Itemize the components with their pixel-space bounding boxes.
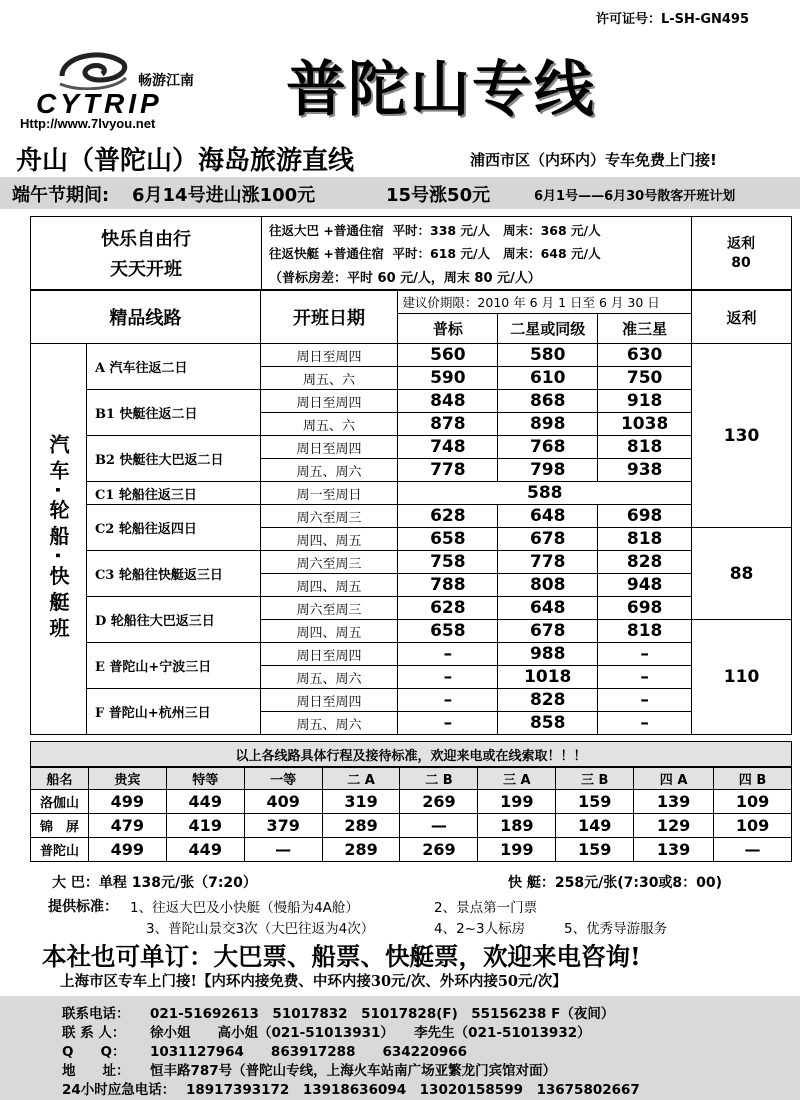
ship-price: 289 [322,838,400,862]
route-price-row [31,551,792,574]
route-name: A 汽车往返二日 [86,344,260,390]
price-three-star: 750 [598,367,692,390]
price-three-star: 938 [598,459,692,482]
speedboat-ticket: 快 艇：258元/张(7:30或8：00) [508,875,723,891]
price-standard: – [398,689,498,712]
route-schedule: 周日至周四 [260,436,398,459]
contact-qq: 1031127964 863917288 634220966 [150,1044,468,1060]
ship-price: 199 [478,838,556,862]
free-travel-rebate-label: 返利 [727,236,755,252]
free-travel-section [30,216,792,290]
free-travel-rebate-value: 80 [731,255,751,271]
route-schedule: 周日至周四 [260,344,398,367]
service-3: 3、普陀山景交3次（大巴往返为4次） [146,921,375,937]
price-three-star: 698 [598,597,692,620]
ship-price: 199 [478,790,556,814]
website-link[interactable]: Http://www.7lvyou.net [20,116,156,131]
service-2: 2、景点第一门票 [434,900,538,916]
ship-price: 319 [322,790,400,814]
price-standard: 758 [398,551,498,574]
ship-price: 139 [634,790,714,814]
contact-person: 徐小姐 高小姐（021-51013931） 李先生（021-51013932） [150,1025,591,1041]
ship-price-table [30,767,792,862]
price-two-star: 858 [498,712,598,735]
ship-price: 149 [556,814,634,838]
route-name: C1 轮船往返三日 [86,482,260,505]
price-standard: 560 [398,344,498,367]
free-travel-title: 快乐自由行 [101,229,191,250]
contact-block [0,996,800,1100]
ship-row [31,838,792,862]
service-1: 1、往返大巴及小快艇（慢船为4A舱） [130,900,359,916]
price-standard: – [398,643,498,666]
price-standard: 878 [398,413,498,436]
festival-text-15: 15号涨50元 [386,185,491,206]
ship-row [31,814,792,838]
ship-price: — [714,838,792,862]
festival-bar [0,177,800,209]
route-price-row [31,505,792,528]
price-three-star: – [598,689,692,712]
route-price-row [31,482,792,505]
price-three-star: – [598,712,692,735]
price-standard: 658 [398,620,498,643]
route-schedule: 周一至周日 [260,482,398,505]
license-number: 许可证号：L-SH-GN495 [596,12,750,27]
route-price-row [31,643,792,666]
route-schedule: 周五、周六 [260,712,398,735]
ship-price: 269 [400,790,478,814]
bus-ticket: 大 巴：单程 138元/张（7:20） [52,875,257,891]
route-schedule: 周六至周三 [260,551,398,574]
header-two-star: 二星或同级 [498,314,598,344]
price-three-star: 630 [598,344,692,367]
contact-phone: 021-51692613 51017832 51017828(F) 55156238 F（夜间） [150,1006,615,1022]
ship-price: — [400,814,478,838]
ship-price: — [244,838,322,862]
ship-header-cell: 三 B [556,768,634,790]
festival-text-14: 6月14号进山涨100元 [132,185,316,206]
service-4: 4、2~3人标房 [434,921,526,937]
subtitle: 舟山（普陀山）海岛旅游直线 [16,146,355,176]
price-two-star: 808 [498,574,598,597]
ship-header-cell: 贵宾 [88,768,166,790]
header-validity: 建议价期限：2010 年 6 月 1 日至 6 月 30 日 [398,291,692,314]
ship-price: 109 [714,790,792,814]
ship-header-cell: 三 A [478,768,556,790]
route-price-row [31,390,792,413]
logo-brand-en: CYTRIP [36,88,163,119]
route-price-row [31,597,792,620]
festival-period: 6月1号——6月30号散客开班计划 [534,189,736,204]
ship-row [31,790,792,814]
price-standard: 848 [398,390,498,413]
services-label: 提供标准： [48,899,118,915]
price-standard: – [398,712,498,735]
price-two-star: 988 [498,643,598,666]
route-rebate: 88 [692,528,792,620]
ship-price: 159 [556,838,634,862]
ship-price: 409 [244,790,322,814]
header-rebate: 返利 [692,291,792,344]
route-schedule: 周日至周四 [260,643,398,666]
route-schedule: 周日至周四 [260,689,398,712]
festival-label: 端午节期间: [12,185,110,206]
ship-header-cell: 二 A [322,768,400,790]
header-schedule: 开班日期 [260,291,398,344]
ship-price: 159 [556,790,634,814]
ship-name: 锦 屏 [31,814,89,838]
price-two-star: 648 [498,597,598,620]
price-standard: 658 [398,528,498,551]
service-5: 5、优秀导游服务 [564,921,668,937]
route-name: C3 轮船往快艇返三日 [86,551,260,597]
price-standard: 628 [398,597,498,620]
price-standard: – [398,666,498,689]
price-two-star: 678 [498,620,598,643]
page-title: 普陀山专线 [286,55,596,125]
contact-address-label: 地 址： [62,1063,130,1079]
contact-phone-label: 联系电话： [62,1006,130,1022]
price-standard: 788 [398,574,498,597]
swirl-logo-icon [56,46,130,90]
route-name: F 普陀山+杭州三日 [86,689,260,735]
logo-block [20,46,256,130]
route-price-row [31,344,792,367]
price-standard: 590 [398,367,498,390]
route-schedule: 周四、周五 [260,528,398,551]
pickup-fee-note: 上海市区专车上门接!【内环内接免费、中环内接30元/次、外环内接50元/次】 [60,973,567,990]
header-standard: 普标 [398,314,498,344]
category-label: 汽车·轮船·快艇班 [31,344,87,735]
price-three-star: 828 [598,551,692,574]
contact-person-label: 联 系 人： [62,1025,126,1041]
price-two-star: 828 [498,689,598,712]
route-schedule: 周四、周五 [260,620,398,643]
ship-price: 479 [88,814,166,838]
ship-header-row [31,768,792,790]
price-two-star: 580 [498,344,598,367]
price-two-star: 768 [498,436,598,459]
emergency-phones: 18917393172 13918636094 13020158599 13675802667 [186,1082,640,1098]
ship-price: 269 [400,838,478,862]
ship-price: 289 [322,814,400,838]
route-price-uniform: 588 [398,482,692,505]
ship-header-cell: 四 B [714,768,792,790]
price-two-star: 868 [498,390,598,413]
price-two-star: 778 [498,551,598,574]
route-name: B2 快艇往大巴返二日 [86,436,260,482]
price-three-star: 948 [598,574,692,597]
header-three-star: 准三星 [598,314,692,344]
price-three-star: 918 [598,390,692,413]
ship-header-cell: 特等 [166,768,244,790]
price-three-star: 698 [598,505,692,528]
logo-brand-cn: 畅游江南 [138,73,194,89]
price-standard: 628 [398,505,498,528]
route-schedule: 周五、六 [260,413,398,436]
ship-name: 洛伽山 [31,790,89,814]
price-two-star: 1018 [498,666,598,689]
price-three-star: 818 [598,620,692,643]
ship-price: 449 [166,790,244,814]
price-two-star: 648 [498,505,598,528]
ship-header-cell: 二 B [400,768,478,790]
price-three-star: 818 [598,436,692,459]
route-schedule: 周六至周三 [260,597,398,620]
price-two-star: 798 [498,459,598,482]
ship-price: 189 [478,814,556,838]
booking-slogan: 本社也可单订：大巴票、船票、快艇票，欢迎来电咨询! [42,942,641,971]
route-price-row [31,689,792,712]
ship-price: 379 [244,814,322,838]
price-three-star: 1038 [598,413,692,436]
price-two-star: 610 [498,367,598,390]
ship-header-cell: 四 A [634,768,714,790]
price-two-star: 898 [498,413,598,436]
route-rebate: 110 [692,620,792,735]
free-travel-boat-price: 往返快艇 +普通住宿 平时：618 元/人 周末：648 元/人 [269,246,601,261]
notice-bar: 以上各线路具体行程及接待标准，欢迎来电或在线索取！！！ [30,741,792,767]
price-three-star: 818 [598,528,692,551]
route-schedule: 周五、六 [260,367,398,390]
ship-price: 499 [88,838,166,862]
route-schedule: 周六至周三 [260,505,398,528]
emergency-label: 24小时应急电话： [62,1082,176,1098]
price-three-star: – [598,643,692,666]
ship-name: 普陀山 [31,838,89,862]
ship-price: 109 [714,814,792,838]
ship-price: 129 [634,814,714,838]
ship-header-cell: 船名 [31,768,89,790]
route-schedule: 周四、周五 [260,574,398,597]
ship-price: 499 [88,790,166,814]
free-travel-bus-price: 往返大巴 +普通住宿 平时：338 元/人 周末：368 元/人 [269,223,601,238]
ship-header-cell: 一等 [244,768,322,790]
contact-qq-label: Q Q： [62,1044,126,1060]
price-three-star: – [598,666,692,689]
price-standard: 748 [398,436,498,459]
ship-price: 419 [166,814,244,838]
header-route: 精品线路 [31,291,261,344]
free-travel-room-diff: （普标房差：平时 60 元/人，周末 80 元/人） [269,271,541,286]
route-name: D 轮船往大巴返三日 [86,597,260,643]
route-name: E 普陀山+宁波三日 [86,643,260,689]
price-two-star: 678 [498,528,598,551]
route-schedule: 周五、周六 [260,459,398,482]
route-schedule: 周日至周四 [260,390,398,413]
route-name: B1 快艇往返二日 [86,390,260,436]
route-schedule: 周五、周六 [260,666,398,689]
pickup-note: 浦西市区（内环内）专车免费上门接! [470,151,717,169]
ship-price: 139 [634,838,714,862]
route-name: C2 轮船往返四日 [86,505,260,551]
contact-address: 恒丰路787号（普陀山专线，上海火车站南广场亚繁龙门宾馆对面） [150,1063,557,1079]
route-price-row [31,436,792,459]
ship-price: 449 [166,838,244,862]
free-travel-daily: 天天开班 [110,259,182,280]
route-rebate: 130 [692,344,792,528]
route-price-table [30,290,792,735]
price-standard: 778 [398,459,498,482]
